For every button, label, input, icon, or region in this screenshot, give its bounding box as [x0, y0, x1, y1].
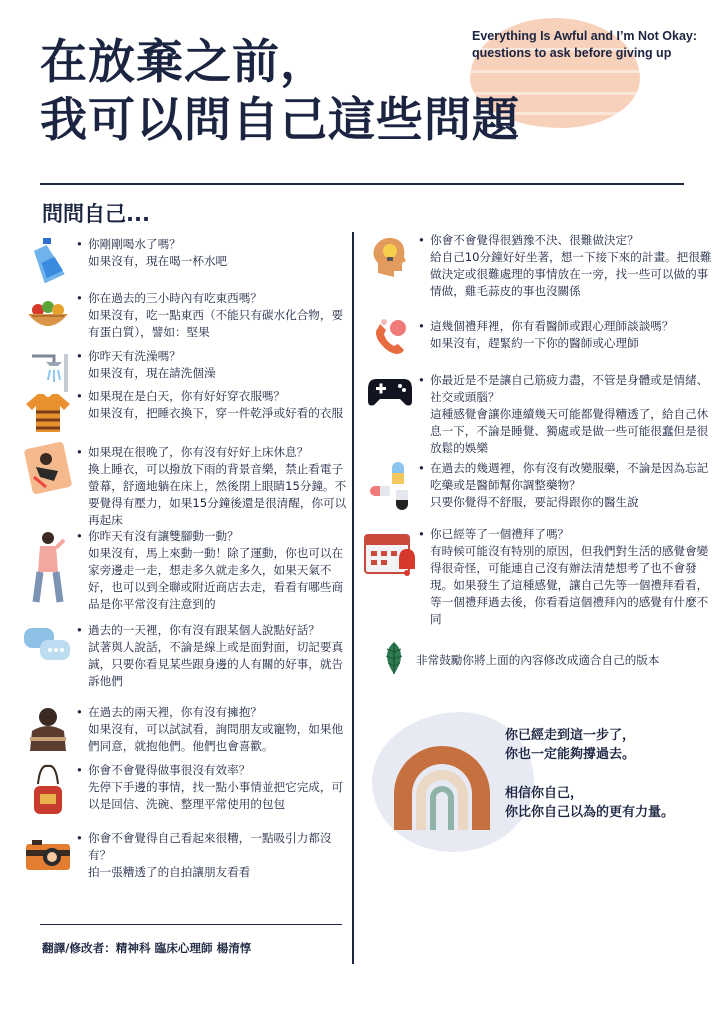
subtitle-line2: questions to ask before giving up	[472, 46, 672, 60]
list-item	[362, 318, 712, 358]
list-item	[20, 236, 350, 284]
leaf-icon	[380, 640, 416, 679]
question: • 如果現在很晚了，你有沒有好好上床休息？	[76, 444, 350, 461]
hug-icon	[20, 704, 76, 758]
credit: 翻譯/修改者：精神科 臨床心理師 楊淯惇	[42, 941, 252, 955]
list-item	[20, 762, 350, 818]
list-item	[362, 372, 712, 457]
encouragement-line4: 你比你自己以為的更有力量。	[505, 805, 675, 820]
footer-divider	[40, 924, 342, 925]
handbag-icon	[20, 762, 76, 818]
pills-icon	[362, 460, 418, 512]
answer: 有時候可能沒有特別的原因，但我們對生活的感覺會變得很奇怪，可能連自己沒有辦法清楚想考了也不會發現。如果發生了這種感覺，讓自己先等一個禮拜看看，等一個禮拜過去後，你看看這個禮拜內的感覺有什麼不同	[430, 544, 709, 626]
question: • 你昨天有沒有讓雙腳動一動？	[76, 528, 350, 545]
title-line1: 在放棄之前，	[40, 35, 328, 90]
answer: 如果沒有，現在喝一杯水吧	[88, 254, 228, 268]
question: • 你會不會覺得做事很沒有效率？	[76, 762, 350, 779]
question: • 你會不會覺得很猶豫不決、很難做決定？	[418, 232, 712, 249]
camera-icon	[20, 830, 76, 878]
note-text: 非常鼓勵你將上面的內容修改成適合自己的版本	[416, 652, 660, 667]
question: • 你已經等了一個禮拜了嗎？	[418, 526, 712, 543]
answer: 拍一張糟透了的自拍讓朋友看看	[88, 865, 251, 879]
food-bowl-icon	[20, 290, 76, 338]
answer: 如果沒有，把睡衣換下，穿一件乾淨或好看的衣服	[88, 406, 344, 420]
answer: 這種感覺會讓你連續幾天可能都覺得糟透了，給自己休息一下，不論是睡覺、獨處或是做一些可能很蠢但是很放鬆的娛樂	[430, 407, 709, 455]
list-item	[362, 460, 712, 512]
answer: 如果沒有，趕緊約一下你的醫師或心理師	[430, 336, 639, 350]
section-title: 問問自己...	[42, 202, 150, 226]
calendar-bell-icon	[362, 526, 418, 582]
question: • 你最近是不是讓自己筋疲力盡，不管是身體或是情緒、社交或頭腦？	[418, 372, 712, 406]
answer: 如果沒有，可以試試看，詢問朋友或寵物，如果他們同意，就抱他們。他們也會喜歡。	[88, 722, 344, 753]
list-item	[362, 526, 712, 628]
header-divider	[40, 183, 684, 185]
customize-note	[380, 640, 659, 679]
answer: 先停下手邊的事情，找一點小事情並把它完成，可以是回信、洗碗、整理平常使用的包包	[88, 780, 344, 811]
subtitle-line1: Everything Is Awful and I’m Not Okay:	[472, 29, 698, 43]
question: • 如果現在是白天，你有好好穿衣服嗎？	[76, 388, 343, 405]
column-divider	[352, 232, 354, 964]
list-item	[20, 704, 350, 758]
walking-person-icon	[20, 528, 76, 608]
list-item	[20, 830, 350, 881]
title-line2: 我可以問自己這些問題	[40, 93, 520, 148]
answer: 如果沒有，馬上來動一動！除了運動，你也可以在家旁邊走一走，想走多久就走多久，如果天氣不好，也可以到全聯或附近商店去走，看看有哪些商品是你平常沒有注意到的	[88, 546, 344, 611]
shirt-icon	[20, 388, 76, 436]
answer: 如果沒有，現在請洗個澡	[88, 366, 216, 380]
encouragement-block-2	[505, 784, 674, 822]
gamepad-icon	[362, 372, 418, 412]
list-item	[20, 622, 350, 690]
list-item	[20, 290, 350, 341]
question: • 你剛剛喝水了嗎？	[76, 236, 227, 253]
question: • 過去的一天裡，你有沒有跟某個人說點好話？	[76, 622, 350, 639]
question: • 你昨天有洗澡嗎？	[76, 348, 216, 365]
list-item	[20, 444, 350, 529]
answer: 試著與人說話，不論是線上或是面對面，切記要真誠，只要你看見某些跟身邊的人有關的好事，就告訴他們	[88, 640, 344, 688]
chat-bubbles-icon	[20, 622, 76, 670]
list-item	[362, 232, 712, 300]
answer: 只要你覺得不舒服，要記得跟你的醫生說	[430, 495, 639, 509]
list-item	[20, 528, 350, 613]
question: • 這幾個禮拜裡，你有看醫師或跟心理師談談嗎？	[418, 318, 673, 335]
encouragement-line3: 相信你自己，	[505, 786, 584, 801]
question: • 你在過去的三小時內有吃東西嗎？	[76, 290, 350, 307]
list-item	[20, 388, 350, 436]
sleeping-person-icon	[20, 444, 76, 492]
rainbow-icon	[390, 742, 494, 834]
answer: 如果沒有，吃一點東西（不能只有碳水化合物，要有蛋白質），譬如：堅果	[88, 308, 344, 339]
phone-icon	[362, 318, 418, 358]
answer: 給自己10分鐘好好坐著，想一下接下來的計畫。把很難做決定或很難處理的事情放在一旁，找一些可以做的事情做，雞毛蒜皮的事也沒關係	[430, 250, 712, 298]
answer: 換上睡衣，可以撥放下雨的背景音樂，禁止看電子螢幕，舒適地躺在床上，然後閉上眼睛15分鐘。不要覺得有壓力，如果15分鐘後還是很清醒，你可以再起床	[88, 462, 347, 527]
encouragement-line2: 你也一定能夠撐過去。	[505, 747, 636, 762]
question: • 在過去的幾週裡，你有沒有改變服藥，不論是因為忘記吃藥或是醫師幫你調整藥物？	[418, 460, 712, 494]
encouragement-block-1	[505, 726, 635, 764]
page-title	[40, 34, 520, 150]
head-lightbulb-icon	[362, 232, 418, 282]
water-bottle-icon	[20, 236, 76, 284]
question: • 你會不會覺得自己看起來很糟，一點吸引力都沒有？	[76, 830, 350, 864]
encouragement-line1: 你已經走到這一步了，	[505, 728, 636, 743]
question: • 在過去的兩天裡，你有沒有擁抱？	[76, 704, 350, 721]
